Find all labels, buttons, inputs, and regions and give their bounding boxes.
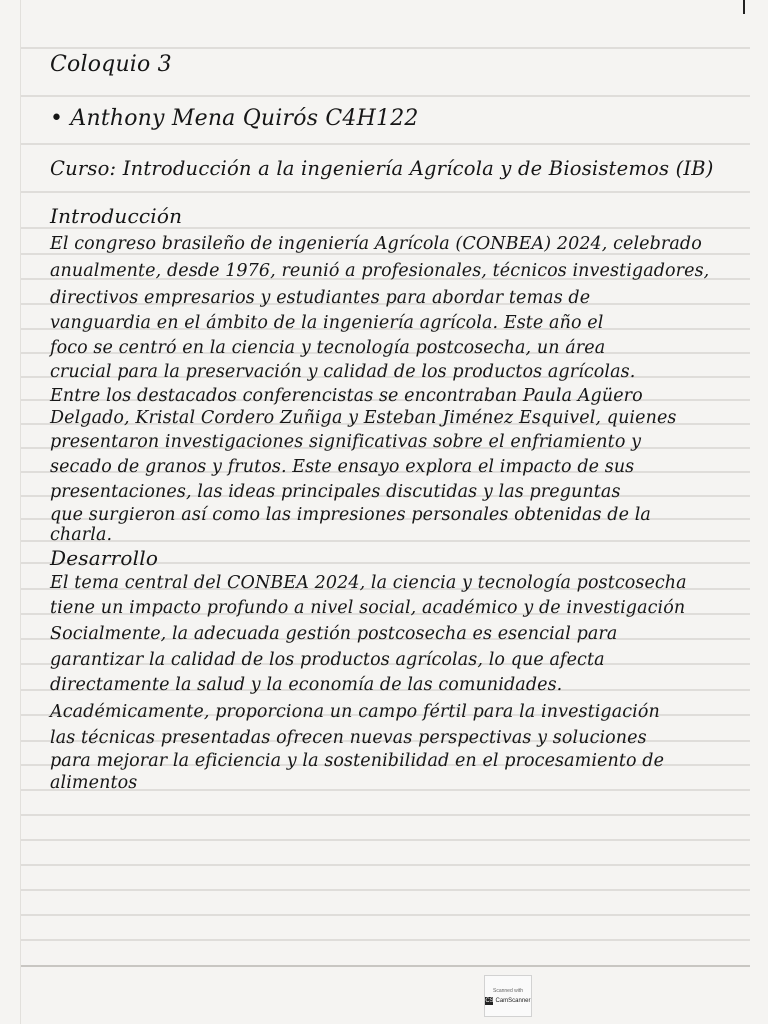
dev-line: garantizar la calidad de los productos agrícolas, lo que afecta <box>50 650 605 670</box>
intro-line: anualmente, desde 1976, reunió a profesionales, técnicos investigadores, <box>50 261 710 281</box>
intro-line: vanguardia en el ámbito de la ingeniería agrícola. Este año el <box>50 313 604 333</box>
author-line: • Anthony Mena Quirós C4H122 <box>50 106 419 131</box>
camscanner-logo-icon: CS <box>485 997 494 1004</box>
scanner-brand: CamScanner <box>495 997 531 1004</box>
intro-line: secado de granos y frutos. Este ensayo explora el impacto de sus <box>50 457 635 477</box>
intro-line: crucial para la preservación y calidad de los productos agrícolas. <box>50 362 636 382</box>
intro-line: presentaron investigaciones significativas sobre el enfriamiento y <box>50 432 642 452</box>
dev-line: directamente la salud y la economía de las comunidades. <box>50 675 563 695</box>
section-heading-desarrollo: Desarrollo <box>50 546 159 570</box>
dev-line: El tema central del CONBEA 2024, la ciencia y tecnología postcosecha <box>50 573 687 593</box>
edge-mark <box>743 0 745 14</box>
intro-line: presentaciones, las ideas principales discutidas y las preguntas <box>50 482 621 502</box>
dev-line: tiene un impacto profundo a nivel social, académico y de investigación <box>50 598 686 618</box>
title: Coloquio 3 <box>50 52 172 77</box>
intro-line: directivos empresarios y estudiantes para abordar temas de <box>50 288 591 308</box>
scanner-caption: Scanned with <box>492 987 524 994</box>
intro-line: Entre los destacados conferencistas se encontraban Paula Agüero <box>50 386 643 406</box>
section-heading-introduccion: Introducción <box>50 204 183 228</box>
dev-line: para mejorar la eficiencia y la sostenibilidad en el procesamiento de <box>50 751 665 771</box>
camscanner-badge <box>484 975 532 1017</box>
intro-line: foco se centró en la ciencia y tecnología postcosecha, un área <box>50 338 606 358</box>
dev-line: las técnicas presentadas ofrecen nuevas perspectivas y soluciones <box>50 728 647 748</box>
dev-line: alimentos <box>50 773 138 793</box>
intro-line: charla. <box>50 525 113 545</box>
intro-line: El congreso brasileño de ingeniería Agrícola (CONBEA) 2024, celebrado <box>50 234 702 254</box>
dev-line: Académicamente, proporciona un campo fértil para la investigación <box>50 702 660 722</box>
margin-rule <box>20 0 21 1024</box>
intro-line: que surgieron así como las impresiones personales obtenidas de la <box>50 505 651 525</box>
course-line: Curso: Introducción a la ingeniería Agrícola y de Biosistemos (IB) <box>50 157 714 180</box>
intro-line: Delgado, Kristal Cordero Zuñiga y Esteban Jiménez Esquivel, quienes <box>50 408 677 428</box>
dev-line: Socialmente, la adecuada gestión postcosecha es esencial para <box>50 624 618 644</box>
